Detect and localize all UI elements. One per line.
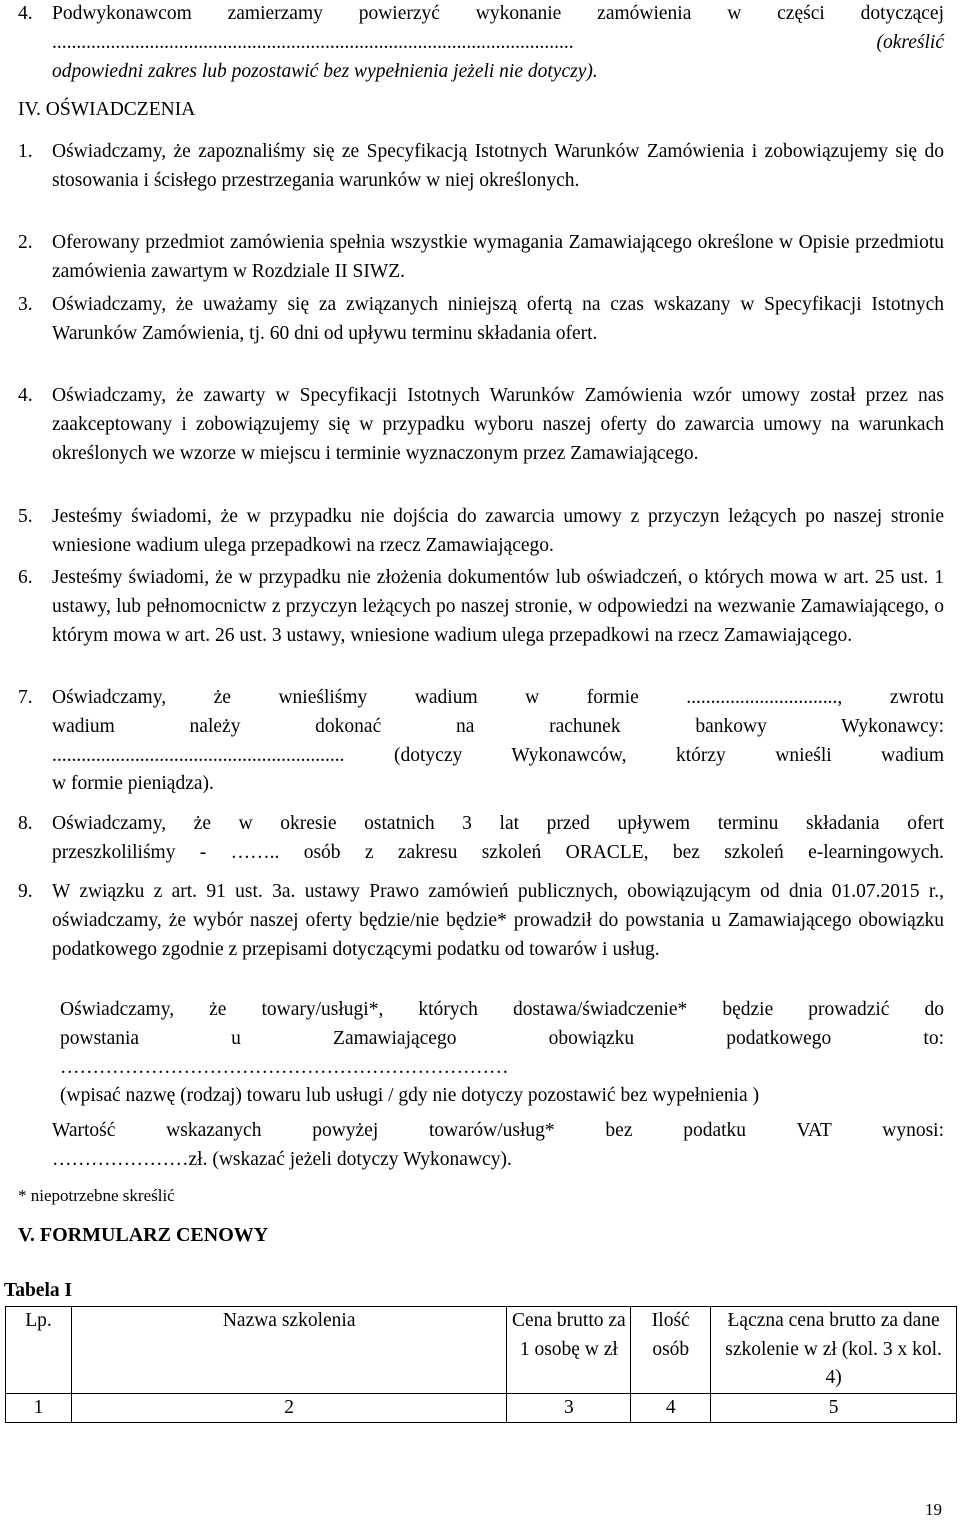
statement-1: 1. Oświadczamy, że zapoznaliśmy się ze Specyfikacją Istotnych Warunków Zamówienia i zobowiązujemy się do stosowania i ścisłego przestrzegania warunków w niej określonych. — [18, 138, 944, 196]
statement-5-text: Jesteśmy świadomi, że w przypadku nie dojścia do zawarcia umowy z przyczyn leżących po naszej stronie wniesione wadium ulega przepadkowi na rzecz Zamawiającego. — [52, 506, 944, 556]
page-number: 19 — [925, 1500, 942, 1519]
footnote: * niepotrzebne skreślić — [18, 1186, 175, 1205]
sub1-line4: (wpisać nazwę (rodzaj) towaru lub usługi / gdy nie dotyczy pozostawić bez wypełnienia ) — [60, 1085, 760, 1107]
statement-7-line2: wadium należy dokonać na rachunek bankowy Wykonawcy: — [52, 715, 944, 737]
statement-3: 3. Oświadczamy, że uważamy się za związanych niniejszą ofertą na czas wskazany w Specyfikacji Istotnych Warunków Zamówienia, tj. 60 dni od upływu terminu składania ofert. — [18, 291, 944, 349]
sub1-dotted-line: …………………………………………………………… — [60, 1056, 509, 1078]
statement-7: 7. Oświadczamy, że wnieśliśmy wadium w formie ..............................., zwrotu wadium należy dokonać na rachunek bankowy Wykonawcy: ............................................................ (dotyczy Wykonawców, którzy wnieśli wadium w formie pieniądza). — [18, 684, 944, 799]
col-number-2: 2 — [71, 1393, 506, 1423]
statement-7-line4: w formie pieniądza). — [52, 773, 214, 795]
subcontractor-line1: Podwykonawcom zamierzamy powierzyć wykonanie zamówienia w części dotyczącej — [52, 3, 944, 24]
subcontractor-italic-b: odpowiedni zakres lub pozostawić bez wypełnienia jeżeli nie dotyczy). — [52, 60, 598, 82]
col-number-3: 3 — [507, 1393, 631, 1423]
statement-6: 6. Jesteśmy świadomi, że w przypadku nie złożenia dokumentów lub oświadczeń, o których mowa w art. 25 ust. 1 ustawy, lub pełnomocnictw z przyczyn leżących po naszej stronie, w odpowiedzi na wezwanie Zamawiającego, o którym mowa w art. 26 ust. 3 ustawy, wniesione wadium ulega przepadkowi na rzecz Zamawiającego. — [18, 564, 944, 650]
sub2-line2: …………………zł. (wskazać jeżeli dotyczy Wykonawcy). — [52, 1148, 512, 1170]
section-5-title: V. FORMULARZ CENOWY — [18, 1224, 269, 1246]
table-title: Tabela I — [4, 1280, 73, 1301]
statement-5: 5. Jesteśmy świadomi, że w przypadku nie dojścia do zawarcia umowy z przyczyn leżących po naszej stronie wniesione wadium ulega przepadkowi na rzecz Zamawiającego. — [18, 503, 944, 561]
statement-6-text: Jesteśmy świadomi, że w przypadku nie złożenia dokumentów lub oświadczeń, o których mowa w art. 25 ust. 1 ustawy, lub pełnomocnictw z przyczyn leżących po naszej stronie, w odpowiedzi na wezwanie Zamawiającego, o którym mowa w art. 26 ust. 3 ustawy, wniesione wadium ulega przepadkowi na rzecz Zamawiającego. — [52, 567, 944, 646]
item-number: 4. — [18, 3, 33, 24]
statement-9-sub2 — [52, 1117, 944, 1175]
statement-1-text: Oświadczamy, że zapoznaliśmy się ze Specyfikacją Istotnych Warunków Zamówienia i zobowiązujemy się do stosowania i ścisłego przestrzegania warunków w niej określonych. — [52, 141, 944, 191]
sub1-line2: powstania u Zamawiającego obowiązku podatkowego to: — [60, 1027, 944, 1049]
statement-8-line2: przeszkoliliśmy - …….. osób z zakresu szkoleń ORACLE, bez szkoleń e-learningowych. — [52, 841, 944, 863]
subcontractor-dots: ........................................................................................................... — [52, 31, 574, 53]
sub2-line1: Wartość wskazanych powyżej towarów/usług* bez podatku VAT wynosi: — [52, 1120, 944, 1141]
statement-7-line3: ............................................................ (dotyczy Wykonawców, którzy wnieśli wadium — [52, 744, 944, 766]
statement-4: 4. Oświadczamy, że zawarty w Specyfikacji Istotnych Warunków Zamówienia wzór umowy został przez nas zaakceptowany i zobowiązujemy się w przypadku wyboru naszej oferty do zawarcia umowy na warunkach określonych we wzorze w miejscu i terminie wyznaczonym przez Zamawiającego. — [18, 382, 944, 468]
header-unit-price: Cena brutto za 1 osobę w zł — [507, 1307, 631, 1394]
statement-2-text: Oferowany przedmiot zamówienia spełnia wszystkie wymagania Zamawiającego określone w Opisie przedmiotu zamówienia zawartym w Rozdziale II SIWZ. — [52, 232, 944, 282]
subcontractor-italic-a: (określić — [876, 31, 944, 53]
pricing-table — [5, 1306, 957, 1423]
table-number-row — [6, 1393, 957, 1423]
header-lp: Lp. — [6, 1307, 72, 1394]
header-count: Ilość osób — [631, 1307, 711, 1394]
statement-2: 2. Oferowany przedmiot zamówienia spełnia wszystkie wymagania Zamawiającego określone w Opisie przedmiotu zamówienia zawartym w Rozdziale II SIWZ. — [18, 229, 944, 287]
statement-7-line1: Oświadczamy, że wnieśliśmy wadium w formie ..............................., zwrotu — [52, 687, 944, 708]
col-number-1: 1 — [6, 1393, 72, 1423]
col-number-5: 5 — [711, 1393, 957, 1423]
statement-9-sub1 — [60, 996, 944, 1111]
sub1-line1: Oświadczamy, że towary/usługi*, których dostawa/świadczenie* będzie prowadzić do — [60, 999, 944, 1020]
table-header-row — [6, 1307, 957, 1394]
header-total: Łączna cena brutto za dane szkolenie w zł (kol. 3 x kol. 4) — [711, 1307, 957, 1394]
section-4-title: IV. OŚWIADCZENIA — [18, 99, 196, 120]
statement-9-text: W związku z art. 91 ust. 3a. ustawy Prawo zamówień publicznych, obowiązującym od dnia 01.07.2015 r., oświadczamy, że wybór naszej oferty będzie/nie będzie* prowadził do powstania u Zamawiającego obowiązku podatkowego zgodnie z przepisami dotyczącymi podatku od towarów i usług. — [52, 881, 944, 960]
statement-3-text: Oświadczamy, że uważamy się za związanych niniejszą ofertą na czas wskazany w Specyfikacji Istotnych Warunków Zamówienia, tj. 60 dni od upływu terminu składania ofert. — [52, 294, 944, 344]
header-name: Nazwa szkolenia — [71, 1307, 506, 1394]
statement-4-text: Oświadczamy, że zawarty w Specyfikacji Istotnych Warunków Zamówienia wzór umowy został przez nas zaakceptowany i zobowiązujemy się w przypadku wyboru naszej oferty do zawarcia umowy na warunkach określonych we wzorze w miejscu i terminie wyznaczonym przez Zamawiającego. — [52, 385, 944, 464]
subcontractor-item — [18, 0, 944, 86]
statement-8-line1: Oświadczamy, że w okresie ostatnich 3 lat przed upływem terminu składania ofert — [52, 813, 944, 834]
statement-8: 8. Oświadczamy, że w okresie ostatnich 3 lat przed upływem terminu składania ofert przeszkoliliśmy - …….. osób z zakresu szkoleń ORACLE, bez szkoleń e-learningowych. — [18, 810, 944, 868]
statement-9: 9. W związku z art. 91 ust. 3a. ustawy Prawo zamówień publicznych, obowiązującym od dnia 01.07.2015 r., oświadczamy, że wybór naszej oferty będzie/nie będzie* prowadził do powstania u Zamawiającego obowiązku podatkowego zgodnie z przepisami dotyczącymi podatku od towarów i usług. — [18, 878, 944, 964]
col-number-4: 4 — [631, 1393, 711, 1423]
